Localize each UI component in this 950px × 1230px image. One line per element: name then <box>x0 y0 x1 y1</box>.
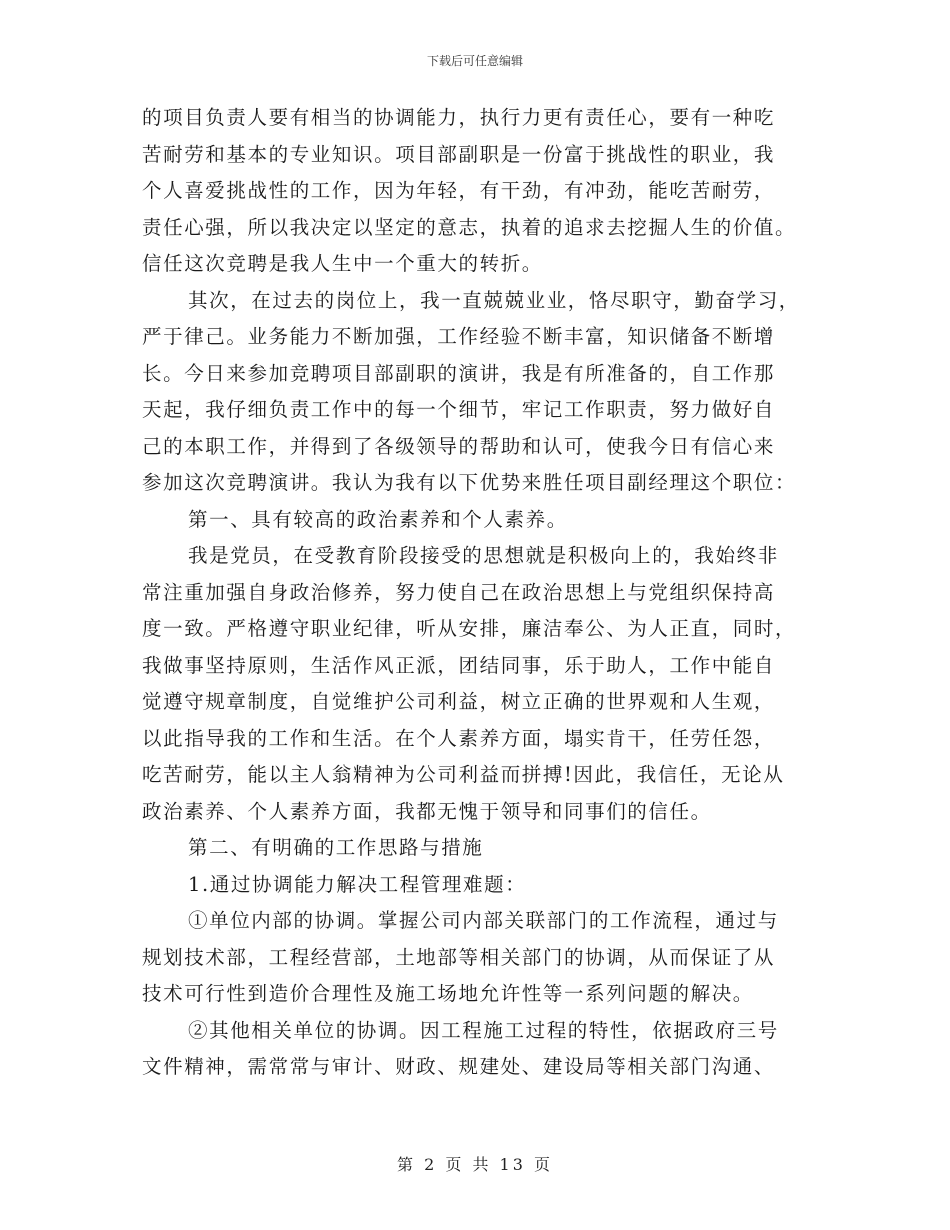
text-line: 以此指导我的工作和生活。在个人素养方面，塌实肯干，任劳任怨， <box>142 726 776 750</box>
text-line: ①单位内部的协调。掌握公司内部关联部门的工作流程，通过与 <box>188 909 779 932</box>
section-heading: 第二、有明确的工作思路与措施 <box>188 836 484 859</box>
text-line: 的项目负责人要有相当的协调能力，执行力更有责任心，要有一种吃 <box>142 106 776 129</box>
text-line: 责任心强，所以我决定以坚定的意志，执着的追求去挖掘人生的价值。 <box>142 215 797 239</box>
text-line: 觉遵守规章制度，自觉维护公司利益，树立正确的世界观和人生观， <box>142 690 776 713</box>
text-line: 严于律己。业务能力不断加强，工作经验不断丰富，知识储备不断增 <box>142 325 776 348</box>
text-line: 吃苦耐劳，能以主人翁精神为公司利益而拼搏!因此，我信任，无论从 <box>142 763 785 786</box>
text-line: 我做事坚持原则，生活作风正派，团结同事，乐于助人，工作中能自 <box>142 653 776 677</box>
text-line: 长。今日来参加竞聘项目部副职的演讲，我是有所准备的，自工作那 <box>142 361 776 385</box>
text-line: 技术可行性到造价合理性及施工场地允许性等一系列问题的解决。 <box>142 982 754 1005</box>
text-line: 己的本职工作，并得到了各级领导的帮助和认可，使我今日有信心来 <box>142 434 776 458</box>
text-line: 其次，在过去的岗位上，我一直兢兢业业，恪尽职守，勤奋学习， <box>188 288 800 312</box>
text-line: 常注重加强自身政治修养，努力使自己在政治思想上与党组织保持高 <box>142 580 776 604</box>
text-line: 参加这次竞聘演讲。我认为我有以下优势来胜任项目副经理这个职位： <box>142 471 797 494</box>
section-heading: 第一、具有较高的政治素养和个人素养。 <box>188 507 568 531</box>
text-line: 规划技术部，工程经营部，土地部等相关部门的协调，从而保证了从 <box>142 945 776 969</box>
subsection-heading: 1.通过协调能力解决工程管理难题： <box>188 872 527 896</box>
text-line: 苦耐劳和基本的专业知识。项目部副职是一份富于挑战性的职业，我 <box>142 142 776 166</box>
text-line: 信任这次竞聘是我人生中一个重大的转折。 <box>142 252 543 275</box>
text-line: ②其他相关单位的协调。因工程施工过程的特性，依据政府三号 <box>188 1018 779 1042</box>
text-line: 度一致。严格遵守职业纪律，听从安排，廉洁奉公、为人正直，同时， <box>142 617 797 640</box>
text-line: 文件精神，需常常与审计、财政、规建处、建设局等相关部门沟通、 <box>142 1055 776 1078</box>
page-header: 下载后可任意编辑 <box>426 54 523 68</box>
page-footer: 第 2 页 共 13 页 <box>397 1155 553 1174</box>
document-body <box>142 100 812 1086</box>
text-line: 我是党员，在受教育阶段接受的思想就是积极向上的，我始终非 <box>188 544 779 567</box>
text-line: 个人喜爱挑战性的工作，因为年轻，有干劲，有冲劲，能吃苦耐劳， <box>142 179 776 202</box>
text-line: 政治素养、个人素养方面，我都无愧于领导和同事们的信任。 <box>142 799 712 823</box>
text-line: 天起，我仔细负责工作中的每一个细节，牢记工作职责，努力做好自 <box>142 398 776 421</box>
